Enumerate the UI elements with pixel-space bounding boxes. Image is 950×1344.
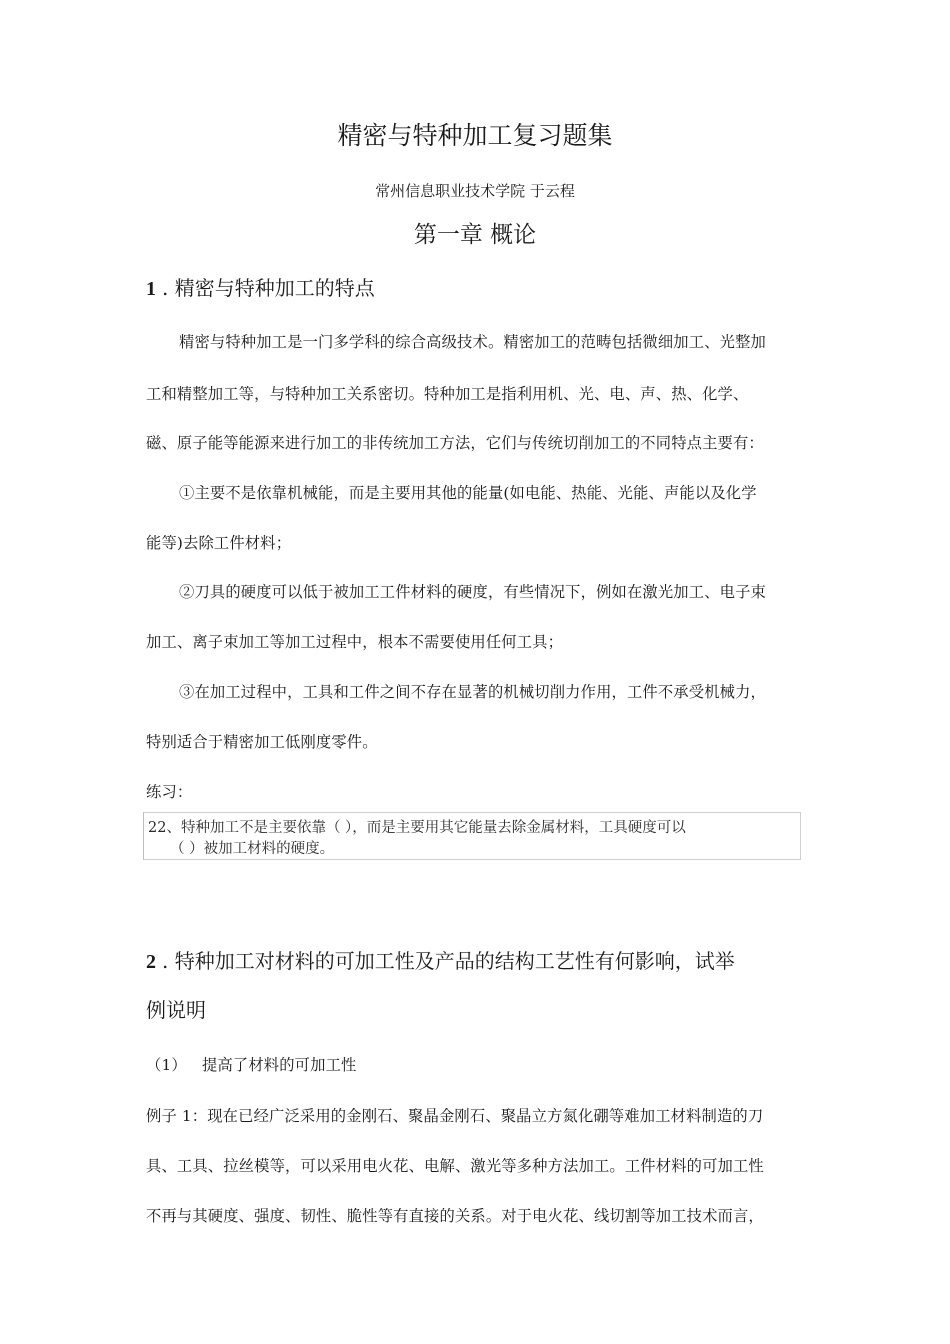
paragraph-line: ①主要不是依靠机械能，而是主要用其他的能量(如电能、热能、光能、声能以及化学: [179, 484, 757, 502]
chapter-title: 第一章 概论: [413, 222, 537, 248]
section-1-title: . 精密与特种加工的特点: [162, 276, 375, 300]
section-2-heading-continued: 例说明: [146, 998, 206, 1022]
exercise-line: （ ）被加工材料的硬度。: [170, 841, 335, 857]
section-2-heading: [146, 945, 735, 974]
section-1-heading: [146, 272, 375, 301]
paragraph-line: 磁、原子能等能源来进行加工的非传统加工方法，它们与传统切削加工的不同特点主要有：: [146, 434, 764, 452]
exercise-box: [143, 812, 801, 860]
subsection-heading: 提高了材料的可加工性: [202, 1056, 357, 1074]
exercise-line: 22、特种加工不是主要依靠（ ），而是主要用其它能量去除金属材料，工具硬度可以: [148, 820, 686, 836]
paragraph-line: 能等)去除工件材料；: [146, 534, 292, 552]
paragraph-line: ③在加工过程中，工具和工件之间不存在显著的机械切削力作用，工件不承受机械力，: [179, 683, 766, 701]
paragraph-line: 特别适合于精密加工低刚度零件。: [146, 733, 378, 751]
practice-label: 练习：: [146, 783, 193, 801]
document-title: 精密与特种加工复习题集: [337, 121, 613, 150]
paragraph-line: ②刀具的硬度可以低于被加工工件材料的硬度，有些情况下，例如在激光加工、电子束: [179, 583, 766, 601]
paragraph-line: 不再与其硬度、强度、韧性、脆性等有直接的关系。对于电火花、线切割等加工技术而言，: [146, 1207, 764, 1225]
document-author: 常州信息职业技术学院 于云程: [375, 182, 575, 200]
paragraph-line: 精密与特种加工是一门多学科的综合高级技术。精密加工的范畴包括微细加工、光整加: [179, 333, 766, 351]
section-2-title: . 特种加工对材料的可加工性及产品的结构工艺性有何影响，试举: [162, 949, 735, 973]
section-1-number: 1: [146, 278, 156, 300]
paragraph-line: 例子 1：现在已经广泛采用的金刚石、聚晶金刚石、聚晶立方氮化硼等难加工材料制造的刀: [146, 1107, 764, 1125]
paragraph-line: 具、工具、拉丝模等，可以采用电火花、电解、激光等多种方法加工。工件材料的可加工性: [146, 1157, 764, 1175]
section-2-number: 2: [146, 951, 156, 973]
subsection-number: （1）: [146, 1056, 187, 1074]
paragraph-line: 加工、离子束加工等加工过程中，根本不需要使用任何工具；: [146, 633, 564, 651]
paragraph-line: 工和精整加工等，与特种加工关系密切。特种加工是指利用机、光、电、声、热、化学、: [146, 385, 749, 403]
